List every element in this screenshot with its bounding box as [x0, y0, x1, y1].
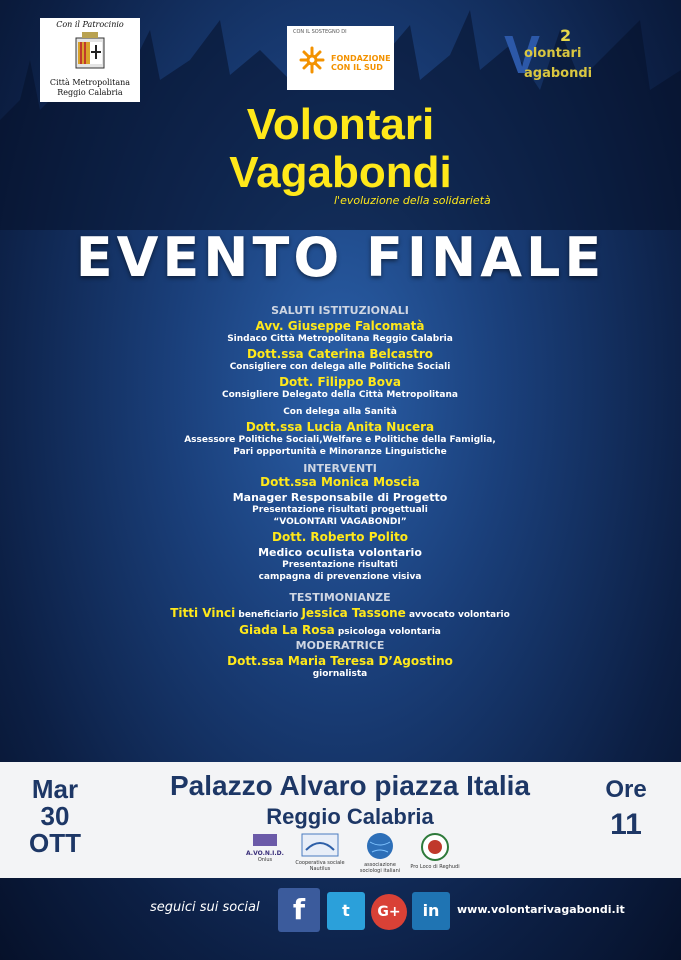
- speaker-role: “VOLONTARI VAGABONDI”: [273, 517, 407, 527]
- partner-avonid-logo: [240, 832, 290, 863]
- testimonial-line1: [140, 607, 540, 620]
- testimonial-role: psicologa volontaria: [337, 627, 441, 637]
- speaker-name: Dott.ssa Monica Moscia: [260, 475, 420, 489]
- speaker-name: Dott.ssa Caterina Belcastro: [246, 347, 434, 361]
- sun-icon: [295, 40, 329, 80]
- headline: EVENTO FINALE: [75, 226, 606, 289]
- title-line2: Vagabondi: [229, 148, 452, 197]
- event-place: [100, 770, 600, 830]
- proloco-icon: [420, 832, 450, 862]
- v2-logo-line1: olontari: [524, 46, 582, 61]
- partner-proloco-logo: [410, 832, 460, 870]
- partner-sociologi-logo: [355, 832, 405, 874]
- speaker-role: Manager Responsabile di Progetto: [232, 491, 448, 504]
- time-label: Ore: [605, 776, 647, 803]
- testimonial-line2: [140, 624, 540, 637]
- patrocinio-city-line1: Città Metropolitana: [49, 78, 131, 87]
- speaker-role: Medico oculista volontario: [258, 546, 422, 559]
- saluti-header: SALUTI ISTITUZIONALI: [271, 304, 409, 317]
- partner-logos: [240, 832, 460, 872]
- event-date: [18, 776, 92, 857]
- speaker-name: Dott. Filippo Bova: [279, 375, 401, 389]
- speaker-role: Consigliere con delega alle Politiche Sociali: [229, 362, 451, 372]
- moderatrice-header: MODERATRICE: [295, 639, 385, 652]
- googleplus-icon[interactable]: G+: [371, 894, 407, 930]
- speaker-role: Con delega alla Sanità: [283, 407, 397, 417]
- testimonial-role: beneficiario: [238, 610, 299, 620]
- speaker-name: Dott.ssa Lucia Anita Nucera: [245, 420, 435, 434]
- place-line2: Reggio Calabria: [266, 804, 434, 829]
- avonid-icon: [250, 832, 280, 848]
- patrocinio-logo: [40, 18, 140, 102]
- globe-icon: [364, 832, 396, 860]
- twitter-icon[interactable]: t: [327, 892, 365, 930]
- testimonial-name: Jessica Tassone: [301, 606, 406, 620]
- fondazione-logo: [287, 26, 394, 90]
- fondazione-name-line1: FONDAZIONE: [331, 54, 391, 63]
- partner-sub: Onlus: [257, 857, 273, 863]
- place-line1: Palazzo Alvaro piazza Italia: [170, 770, 530, 801]
- v2-logo-line2: agabondi: [524, 66, 593, 81]
- speaker-role: Consigliere Delegato della Città Metropolitana: [222, 390, 458, 400]
- fondazione-name: [331, 54, 391, 72]
- speaker-role: Assessore Politiche Sociali,Welfare e Politiche della Famiglia,: [184, 435, 496, 445]
- date-day-name: Mar: [31, 774, 79, 804]
- follow-social-label: seguici sui social: [150, 900, 260, 915]
- volontari-vagabondi-logo: [498, 22, 628, 92]
- speaker-role: Sindaco Città Metropolitana Reggio Calabria: [227, 334, 453, 344]
- speaker-name: Avv. Giuseppe Falcomatà: [255, 319, 425, 333]
- facebook-icon[interactable]: f: [278, 888, 320, 932]
- tagline: l'evoluzione della solidarietà: [334, 194, 491, 207]
- partner-name: associazione sociologi italiani: [359, 862, 401, 874]
- speaker-role: campagna di prevenzione visiva: [258, 572, 422, 582]
- speaker-role: Pari opportunità e Minoranze Linguistiche: [233, 447, 447, 457]
- speaker-role: Presentazione risultati progettuali: [252, 505, 428, 515]
- event-time: [596, 776, 656, 842]
- fondazione-name-line2: CON IL SUD: [331, 63, 383, 72]
- moderator-name: Dott.ssa Maria Teresa D’Agostino: [227, 654, 453, 668]
- date-day: 30: [40, 801, 70, 831]
- partner-name: A.VO.N.I.D.: [246, 850, 284, 857]
- testimonial-name: Titti Vinci: [170, 606, 236, 620]
- partner-nautilus-logo: [295, 832, 345, 872]
- linkedin-icon[interactable]: in: [412, 892, 450, 930]
- partner-name: Pro Loco di Reghudi: [410, 864, 460, 870]
- patrocinio-label: Con il Patrocinio: [56, 20, 124, 29]
- moderator-role: giornalista: [312, 669, 368, 679]
- interventi-header: INTERVENTI: [303, 462, 377, 475]
- testimonial-role: avvocato volontario: [408, 610, 510, 620]
- website-link[interactable]: www.volontarivagabondi.it: [457, 903, 625, 916]
- speaker-role: Presentazione risultati: [282, 560, 398, 570]
- fondazione-sostegno-label: CON IL SOSTEGNO DI: [293, 29, 347, 35]
- time-hour: 11: [610, 808, 642, 841]
- date-month: OTT: [29, 828, 81, 858]
- nautilus-icon: [300, 832, 340, 858]
- testimonial-name: Giada La Rosa: [239, 623, 335, 637]
- program: [140, 302, 540, 679]
- title-line1: Volontari: [246, 100, 435, 149]
- city-crest-icon: [73, 32, 107, 72]
- speaker-name: Dott. Roberto Polito: [272, 530, 408, 544]
- patrocinio-city-line2: Reggio Calabria: [57, 88, 123, 97]
- testimonianze-header: TESTIMONIANZE: [289, 591, 391, 604]
- v2-logo-letter: V: [504, 25, 541, 85]
- partner-name: Cooperativa sociale Nautilus: [295, 860, 345, 872]
- v2-logo-superscript: 2: [560, 26, 572, 45]
